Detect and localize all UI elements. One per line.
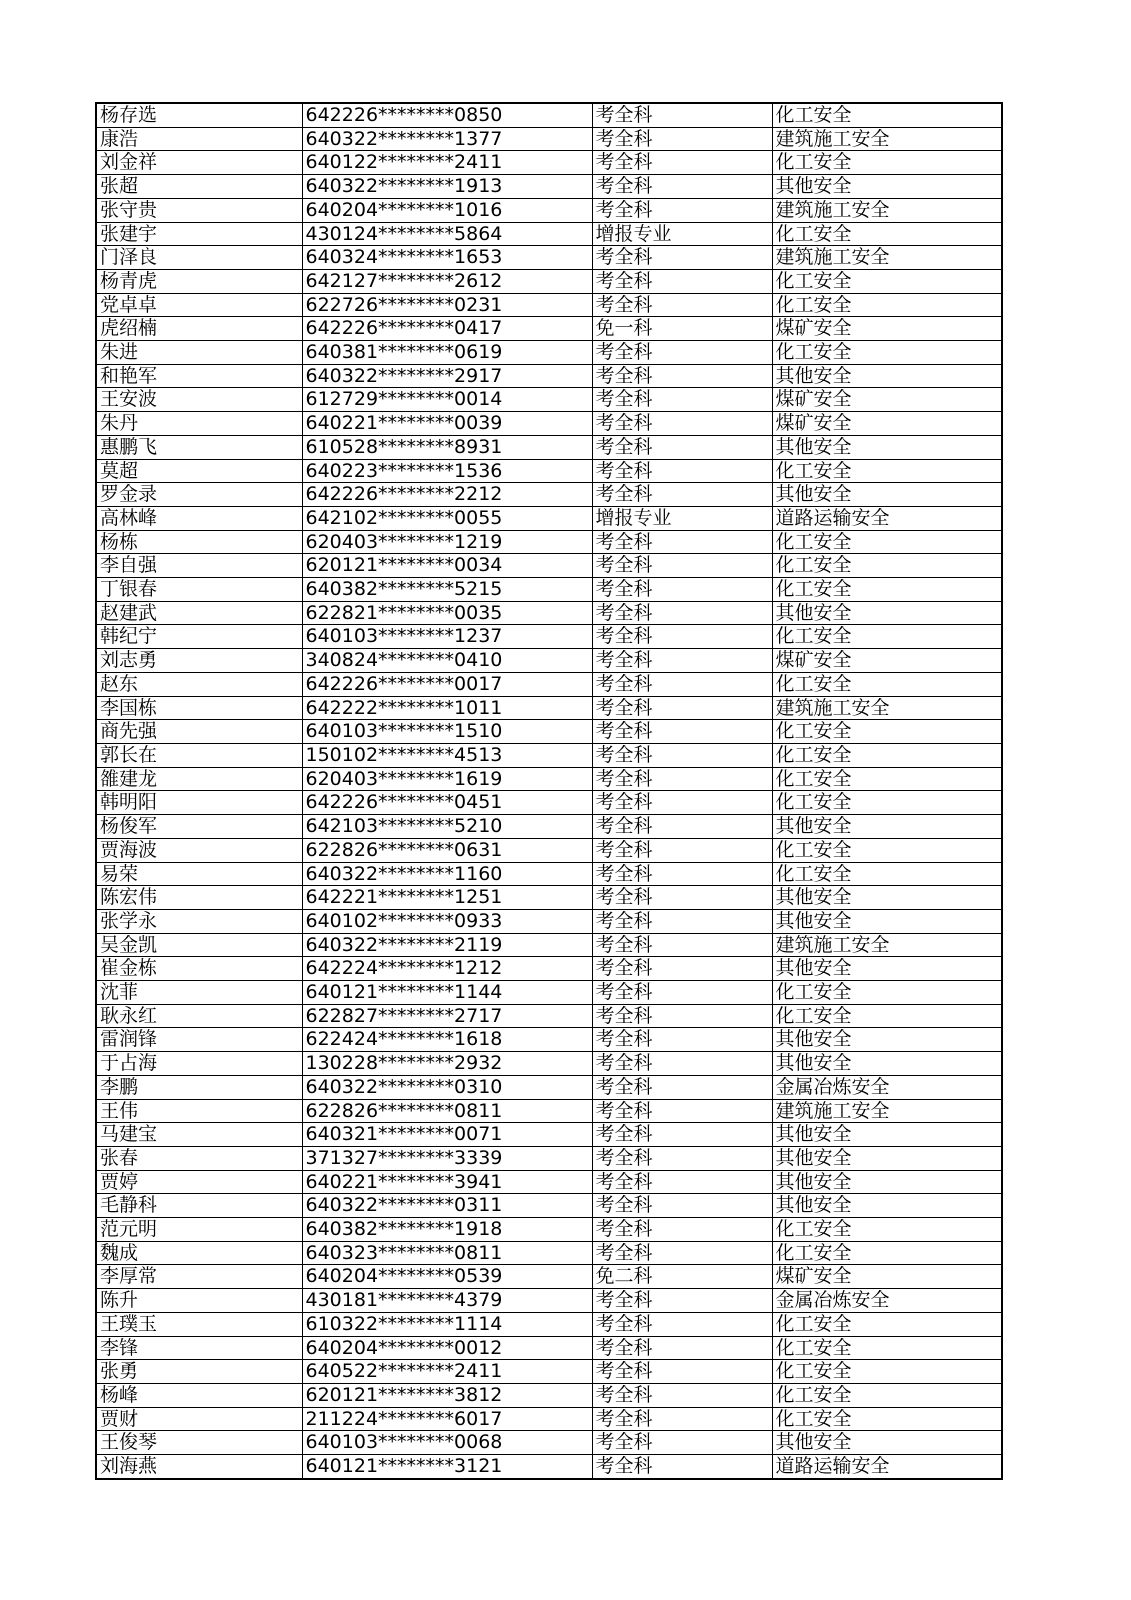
cell-safety-category: 化工安全 bbox=[772, 1407, 1002, 1431]
cell-id-number: 640324********1653 bbox=[302, 246, 592, 270]
table-row bbox=[96, 530, 1002, 554]
cell-name: 李锋 bbox=[96, 1336, 302, 1360]
cell-id-number: 642226********0417 bbox=[302, 317, 592, 341]
table-row bbox=[96, 720, 1002, 744]
cell-name: 韩纪宁 bbox=[96, 625, 302, 649]
cell-id-number: 622424********1618 bbox=[302, 1028, 592, 1052]
cell-id-number: 640204********0539 bbox=[302, 1265, 592, 1289]
cell-exam-type: 考全科 bbox=[592, 933, 772, 957]
cell-name: 商先强 bbox=[96, 720, 302, 744]
cell-id-number: 642127********2612 bbox=[302, 269, 592, 293]
cell-id-number: 640103********1510 bbox=[302, 720, 592, 744]
cell-exam-type: 考全科 bbox=[592, 269, 772, 293]
cell-name: 和艳军 bbox=[96, 364, 302, 388]
table-row bbox=[96, 886, 1002, 910]
cell-exam-type: 考全科 bbox=[592, 1004, 772, 1028]
table-row bbox=[96, 672, 1002, 696]
table-row bbox=[96, 435, 1002, 459]
cell-safety-category: 金属冶炼安全 bbox=[772, 1075, 1002, 1099]
cell-id-number: 150102********4513 bbox=[302, 743, 592, 767]
cell-id-number: 640122********2411 bbox=[302, 151, 592, 175]
cell-exam-type: 考全科 bbox=[592, 1289, 772, 1313]
cell-exam-type: 考全科 bbox=[592, 1336, 772, 1360]
cell-exam-type: 考全科 bbox=[592, 1312, 772, 1336]
cell-id-number: 612729********0014 bbox=[302, 388, 592, 412]
cell-safety-category: 化工安全 bbox=[772, 625, 1002, 649]
table-row bbox=[96, 649, 1002, 673]
cell-id-number: 610528********8931 bbox=[302, 435, 592, 459]
cell-exam-type: 考全科 bbox=[592, 364, 772, 388]
cell-safety-category: 化工安全 bbox=[772, 1383, 1002, 1407]
table-row bbox=[96, 1455, 1002, 1479]
cell-exam-type: 考全科 bbox=[592, 625, 772, 649]
table-row bbox=[96, 1146, 1002, 1170]
cell-exam-type: 考全科 bbox=[592, 1383, 772, 1407]
cell-exam-type: 增报专业 bbox=[592, 222, 772, 246]
cell-name: 李厚常 bbox=[96, 1265, 302, 1289]
cell-name: 王安波 bbox=[96, 388, 302, 412]
cell-exam-type: 考全科 bbox=[592, 1218, 772, 1242]
cell-id-number: 622826********0811 bbox=[302, 1099, 592, 1123]
table-row bbox=[96, 1004, 1002, 1028]
cell-exam-type: 考全科 bbox=[592, 696, 772, 720]
cell-name: 李自强 bbox=[96, 554, 302, 578]
cell-safety-category: 化工安全 bbox=[772, 720, 1002, 744]
cell-exam-type: 考全科 bbox=[592, 1241, 772, 1265]
cell-safety-category: 其他安全 bbox=[772, 1052, 1002, 1076]
cell-id-number: 640322********2119 bbox=[302, 933, 592, 957]
cell-name: 朱丹 bbox=[96, 412, 302, 436]
cell-id-number: 622827********2717 bbox=[302, 1004, 592, 1028]
cell-name: 沈菲 bbox=[96, 981, 302, 1005]
cell-name: 赵东 bbox=[96, 672, 302, 696]
table-row bbox=[96, 1360, 1002, 1384]
cell-name: 韩明阳 bbox=[96, 791, 302, 815]
cell-id-number: 620121********3812 bbox=[302, 1383, 592, 1407]
cell-exam-type: 增报专业 bbox=[592, 506, 772, 530]
cell-safety-category: 化工安全 bbox=[772, 791, 1002, 815]
cell-name: 杨青虎 bbox=[96, 269, 302, 293]
cell-id-number: 642226********2212 bbox=[302, 483, 592, 507]
cell-exam-type: 考全科 bbox=[592, 1052, 772, 1076]
table-row bbox=[96, 151, 1002, 175]
cell-name: 李鹏 bbox=[96, 1075, 302, 1099]
table-row bbox=[96, 838, 1002, 862]
cell-id-number: 640321********0071 bbox=[302, 1123, 592, 1147]
cell-id-number: 640382********5215 bbox=[302, 578, 592, 602]
cell-exam-type: 考全科 bbox=[592, 412, 772, 436]
cell-id-number: 622726********0231 bbox=[302, 293, 592, 317]
cell-name: 党卓卓 bbox=[96, 293, 302, 317]
cell-safety-category: 建筑施工安全 bbox=[772, 246, 1002, 270]
cell-exam-type: 考全科 bbox=[592, 1170, 772, 1194]
cell-name: 耿永红 bbox=[96, 1004, 302, 1028]
cell-safety-category: 建筑施工安全 bbox=[772, 933, 1002, 957]
cell-safety-category: 化工安全 bbox=[772, 743, 1002, 767]
cell-id-number: 640221********3941 bbox=[302, 1170, 592, 1194]
cell-name: 雷润锋 bbox=[96, 1028, 302, 1052]
table-row bbox=[96, 815, 1002, 839]
cell-safety-category: 其他安全 bbox=[772, 1431, 1002, 1455]
cell-id-number: 622826********0631 bbox=[302, 838, 592, 862]
cell-safety-category: 化工安全 bbox=[772, 151, 1002, 175]
table-row bbox=[96, 127, 1002, 151]
cell-safety-category: 煤矿安全 bbox=[772, 1265, 1002, 1289]
cell-name: 魏成 bbox=[96, 1241, 302, 1265]
cell-name: 陈宏伟 bbox=[96, 886, 302, 910]
cell-name: 丁银春 bbox=[96, 578, 302, 602]
table-row bbox=[96, 791, 1002, 815]
cell-exam-type: 考全科 bbox=[592, 743, 772, 767]
cell-name: 张春 bbox=[96, 1146, 302, 1170]
cell-exam-type: 考全科 bbox=[592, 1075, 772, 1099]
cell-id-number: 640322********1377 bbox=[302, 127, 592, 151]
cell-id-number: 640221********0039 bbox=[302, 412, 592, 436]
cell-exam-type: 考全科 bbox=[592, 341, 772, 365]
cell-id-number: 642226********0850 bbox=[302, 103, 592, 127]
cell-exam-type: 考全科 bbox=[592, 459, 772, 483]
table-row bbox=[96, 767, 1002, 791]
cell-exam-type: 考全科 bbox=[592, 530, 772, 554]
table-row bbox=[96, 222, 1002, 246]
cell-exam-type: 免二科 bbox=[592, 1265, 772, 1289]
cell-safety-category: 化工安全 bbox=[772, 1336, 1002, 1360]
cell-name: 王伟 bbox=[96, 1099, 302, 1123]
cell-name: 张守贵 bbox=[96, 198, 302, 222]
cell-safety-category: 化工安全 bbox=[772, 1241, 1002, 1265]
cell-safety-category: 其他安全 bbox=[772, 957, 1002, 981]
cell-exam-type: 考全科 bbox=[592, 198, 772, 222]
table-row bbox=[96, 364, 1002, 388]
cell-exam-type: 考全科 bbox=[592, 791, 772, 815]
cell-exam-type: 考全科 bbox=[592, 293, 772, 317]
cell-id-number: 642226********0451 bbox=[302, 791, 592, 815]
cell-name: 马建宝 bbox=[96, 1123, 302, 1147]
cell-name: 张勇 bbox=[96, 1360, 302, 1384]
cell-name: 罗金录 bbox=[96, 483, 302, 507]
cell-name: 李国栋 bbox=[96, 696, 302, 720]
roster-table bbox=[95, 102, 1003, 1480]
cell-safety-category: 煤矿安全 bbox=[772, 317, 1002, 341]
cell-safety-category: 其他安全 bbox=[772, 1170, 1002, 1194]
cell-name: 陈升 bbox=[96, 1289, 302, 1313]
table-row bbox=[96, 1336, 1002, 1360]
cell-name: 高林峰 bbox=[96, 506, 302, 530]
cell-safety-category: 其他安全 bbox=[772, 364, 1002, 388]
cell-safety-category: 化工安全 bbox=[772, 578, 1002, 602]
cell-exam-type: 考全科 bbox=[592, 957, 772, 981]
cell-name: 于占海 bbox=[96, 1052, 302, 1076]
cell-safety-category: 道路运输安全 bbox=[772, 506, 1002, 530]
cell-exam-type: 考全科 bbox=[592, 1360, 772, 1384]
table-row bbox=[96, 506, 1002, 530]
cell-safety-category: 化工安全 bbox=[772, 1004, 1002, 1028]
cell-id-number: 642222********1011 bbox=[302, 696, 592, 720]
cell-safety-category: 其他安全 bbox=[772, 435, 1002, 459]
cell-safety-category: 其他安全 bbox=[772, 175, 1002, 199]
table-row bbox=[96, 1407, 1002, 1431]
table-row bbox=[96, 909, 1002, 933]
cell-name: 郭长在 bbox=[96, 743, 302, 767]
cell-id-number: 640322********2917 bbox=[302, 364, 592, 388]
cell-exam-type: 免一科 bbox=[592, 317, 772, 341]
cell-safety-category: 化工安全 bbox=[772, 862, 1002, 886]
cell-id-number: 610322********1114 bbox=[302, 1312, 592, 1336]
cell-exam-type: 考全科 bbox=[592, 862, 772, 886]
cell-id-number: 640204********1016 bbox=[302, 198, 592, 222]
cell-exam-type: 考全科 bbox=[592, 483, 772, 507]
cell-name: 杨峰 bbox=[96, 1383, 302, 1407]
cell-safety-category: 其他安全 bbox=[772, 815, 1002, 839]
cell-safety-category: 其他安全 bbox=[772, 1146, 1002, 1170]
cell-safety-category: 煤矿安全 bbox=[772, 388, 1002, 412]
cell-id-number: 642103********5210 bbox=[302, 815, 592, 839]
cell-safety-category: 化工安全 bbox=[772, 530, 1002, 554]
cell-name: 惠鹏飞 bbox=[96, 435, 302, 459]
cell-id-number: 430181********4379 bbox=[302, 1289, 592, 1313]
cell-exam-type: 考全科 bbox=[592, 1123, 772, 1147]
table-row bbox=[96, 175, 1002, 199]
cell-exam-type: 考全科 bbox=[592, 578, 772, 602]
cell-id-number: 640322********1913 bbox=[302, 175, 592, 199]
cell-id-number: 620121********0034 bbox=[302, 554, 592, 578]
cell-name: 杨俊军 bbox=[96, 815, 302, 839]
cell-safety-category: 其他安全 bbox=[772, 483, 1002, 507]
cell-name: 刘海燕 bbox=[96, 1455, 302, 1479]
cell-name: 王璞玉 bbox=[96, 1312, 302, 1336]
cell-id-number: 640322********1160 bbox=[302, 862, 592, 886]
table-row bbox=[96, 1170, 1002, 1194]
cell-name: 王俊琴 bbox=[96, 1431, 302, 1455]
table-row bbox=[96, 554, 1002, 578]
table-row bbox=[96, 388, 1002, 412]
cell-id-number: 371327********3339 bbox=[302, 1146, 592, 1170]
cell-name: 毛静科 bbox=[96, 1194, 302, 1218]
cell-exam-type: 考全科 bbox=[592, 815, 772, 839]
cell-exam-type: 考全科 bbox=[592, 909, 772, 933]
cell-id-number: 640381********0619 bbox=[302, 341, 592, 365]
table-row bbox=[96, 957, 1002, 981]
table-row bbox=[96, 743, 1002, 767]
cell-exam-type: 考全科 bbox=[592, 1028, 772, 1052]
cell-exam-type: 考全科 bbox=[592, 1146, 772, 1170]
cell-name: 康浩 bbox=[96, 127, 302, 151]
table-row bbox=[96, 293, 1002, 317]
cell-safety-category: 化工安全 bbox=[772, 103, 1002, 127]
cell-name: 门泽良 bbox=[96, 246, 302, 270]
table-row bbox=[96, 1289, 1002, 1313]
cell-exam-type: 考全科 bbox=[592, 151, 772, 175]
cell-exam-type: 考全科 bbox=[592, 554, 772, 578]
cell-name: 崔金栋 bbox=[96, 957, 302, 981]
cell-name: 易荣 bbox=[96, 862, 302, 886]
cell-safety-category: 化工安全 bbox=[772, 459, 1002, 483]
table-row bbox=[96, 1218, 1002, 1242]
table-row bbox=[96, 625, 1002, 649]
cell-exam-type: 考全科 bbox=[592, 886, 772, 910]
cell-name: 张学永 bbox=[96, 909, 302, 933]
cell-exam-type: 考全科 bbox=[592, 1431, 772, 1455]
cell-exam-type: 考全科 bbox=[592, 838, 772, 862]
cell-name: 雒建龙 bbox=[96, 767, 302, 791]
cell-id-number: 642221********1251 bbox=[302, 886, 592, 910]
cell-exam-type: 考全科 bbox=[592, 435, 772, 459]
table-row bbox=[96, 862, 1002, 886]
cell-exam-type: 考全科 bbox=[592, 1455, 772, 1479]
cell-safety-category: 化工安全 bbox=[772, 672, 1002, 696]
table-row bbox=[96, 1075, 1002, 1099]
cell-id-number: 640322********0310 bbox=[302, 1075, 592, 1099]
table-row bbox=[96, 1265, 1002, 1289]
cell-safety-category: 化工安全 bbox=[772, 222, 1002, 246]
cell-safety-category: 化工安全 bbox=[772, 1360, 1002, 1384]
cell-name: 吴金凯 bbox=[96, 933, 302, 957]
cell-exam-type: 考全科 bbox=[592, 649, 772, 673]
cell-name: 杨存选 bbox=[96, 103, 302, 127]
cell-safety-category: 化工安全 bbox=[772, 767, 1002, 791]
cell-id-number: 430124********5864 bbox=[302, 222, 592, 246]
cell-safety-category: 建筑施工安全 bbox=[772, 198, 1002, 222]
cell-exam-type: 考全科 bbox=[592, 601, 772, 625]
cell-safety-category: 其他安全 bbox=[772, 886, 1002, 910]
cell-safety-category: 其他安全 bbox=[772, 1123, 1002, 1147]
cell-id-number: 640522********2411 bbox=[302, 1360, 592, 1384]
cell-id-number: 640102********0933 bbox=[302, 909, 592, 933]
cell-id-number: 640382********1918 bbox=[302, 1218, 592, 1242]
table-row bbox=[96, 578, 1002, 602]
cell-exam-type: 考全科 bbox=[592, 103, 772, 127]
table-row bbox=[96, 459, 1002, 483]
cell-id-number: 340824********0410 bbox=[302, 649, 592, 673]
table-row bbox=[96, 198, 1002, 222]
cell-safety-category: 建筑施工安全 bbox=[772, 127, 1002, 151]
table-row bbox=[96, 601, 1002, 625]
cell-exam-type: 考全科 bbox=[592, 767, 772, 791]
table-row bbox=[96, 317, 1002, 341]
cell-exam-type: 考全科 bbox=[592, 672, 772, 696]
table-row bbox=[96, 269, 1002, 293]
cell-name: 贾海波 bbox=[96, 838, 302, 862]
cell-safety-category: 金属冶炼安全 bbox=[772, 1289, 1002, 1313]
cell-safety-category: 煤矿安全 bbox=[772, 649, 1002, 673]
table-row bbox=[96, 246, 1002, 270]
cell-id-number: 640121********1144 bbox=[302, 981, 592, 1005]
cell-name: 杨栋 bbox=[96, 530, 302, 554]
cell-name: 莫超 bbox=[96, 459, 302, 483]
cell-exam-type: 考全科 bbox=[592, 246, 772, 270]
cell-safety-category: 化工安全 bbox=[772, 838, 1002, 862]
cell-safety-category: 道路运输安全 bbox=[772, 1455, 1002, 1479]
cell-safety-category: 化工安全 bbox=[772, 554, 1002, 578]
cell-name: 刘志勇 bbox=[96, 649, 302, 673]
table-row bbox=[96, 1123, 1002, 1147]
cell-id-number: 622821********0035 bbox=[302, 601, 592, 625]
cell-id-number: 642102********0055 bbox=[302, 506, 592, 530]
cell-id-number: 640121********3121 bbox=[302, 1455, 592, 1479]
cell-name: 范元明 bbox=[96, 1218, 302, 1242]
cell-name: 虎绍楠 bbox=[96, 317, 302, 341]
cell-exam-type: 考全科 bbox=[592, 981, 772, 1005]
cell-safety-category: 建筑施工安全 bbox=[772, 1099, 1002, 1123]
table-row bbox=[96, 1194, 1002, 1218]
cell-safety-category: 其他安全 bbox=[772, 909, 1002, 933]
cell-id-number: 620403********1619 bbox=[302, 767, 592, 791]
cell-name: 赵建武 bbox=[96, 601, 302, 625]
cell-exam-type: 考全科 bbox=[592, 1099, 772, 1123]
cell-safety-category: 其他安全 bbox=[772, 601, 1002, 625]
cell-id-number: 640103********1237 bbox=[302, 625, 592, 649]
cell-exam-type: 考全科 bbox=[592, 175, 772, 199]
cell-safety-category: 其他安全 bbox=[772, 1028, 1002, 1052]
table-row bbox=[96, 1312, 1002, 1336]
cell-safety-category: 化工安全 bbox=[772, 293, 1002, 317]
cell-id-number: 640204********0012 bbox=[302, 1336, 592, 1360]
cell-id-number: 640323********0811 bbox=[302, 1241, 592, 1265]
cell-exam-type: 考全科 bbox=[592, 720, 772, 744]
cell-name: 刘金祥 bbox=[96, 151, 302, 175]
table-row bbox=[96, 1099, 1002, 1123]
cell-id-number: 642224********1212 bbox=[302, 957, 592, 981]
cell-exam-type: 考全科 bbox=[592, 127, 772, 151]
cell-safety-category: 其他安全 bbox=[772, 1194, 1002, 1218]
cell-safety-category: 化工安全 bbox=[772, 1218, 1002, 1242]
cell-exam-type: 考全科 bbox=[592, 1194, 772, 1218]
cell-safety-category: 化工安全 bbox=[772, 981, 1002, 1005]
table-row bbox=[96, 412, 1002, 436]
cell-name: 朱进 bbox=[96, 341, 302, 365]
table-row bbox=[96, 483, 1002, 507]
cell-exam-type: 考全科 bbox=[592, 388, 772, 412]
table-row bbox=[96, 103, 1002, 127]
cell-safety-category: 化工安全 bbox=[772, 269, 1002, 293]
cell-name: 贾婷 bbox=[96, 1170, 302, 1194]
cell-id-number: 640223********1536 bbox=[302, 459, 592, 483]
cell-name: 贾财 bbox=[96, 1407, 302, 1431]
table-row bbox=[96, 696, 1002, 720]
table-row bbox=[96, 1431, 1002, 1455]
cell-name: 张超 bbox=[96, 175, 302, 199]
cell-id-number: 211224********6017 bbox=[302, 1407, 592, 1431]
cell-safety-category: 化工安全 bbox=[772, 1312, 1002, 1336]
cell-id-number: 620403********1219 bbox=[302, 530, 592, 554]
cell-id-number: 640103********0068 bbox=[302, 1431, 592, 1455]
table-row bbox=[96, 1052, 1002, 1076]
table-row bbox=[96, 1241, 1002, 1265]
table-row bbox=[96, 1383, 1002, 1407]
cell-safety-category: 建筑施工安全 bbox=[772, 696, 1002, 720]
table-row bbox=[96, 933, 1002, 957]
cell-id-number: 130228********2932 bbox=[302, 1052, 592, 1076]
cell-safety-category: 煤矿安全 bbox=[772, 412, 1002, 436]
roster-table-body bbox=[96, 103, 1002, 1479]
table-row bbox=[96, 341, 1002, 365]
cell-name: 张建宇 bbox=[96, 222, 302, 246]
table-row bbox=[96, 1028, 1002, 1052]
cell-safety-category: 化工安全 bbox=[772, 341, 1002, 365]
cell-id-number: 640322********0311 bbox=[302, 1194, 592, 1218]
table-row bbox=[96, 981, 1002, 1005]
cell-exam-type: 考全科 bbox=[592, 1407, 772, 1431]
cell-id-number: 642226********0017 bbox=[302, 672, 592, 696]
